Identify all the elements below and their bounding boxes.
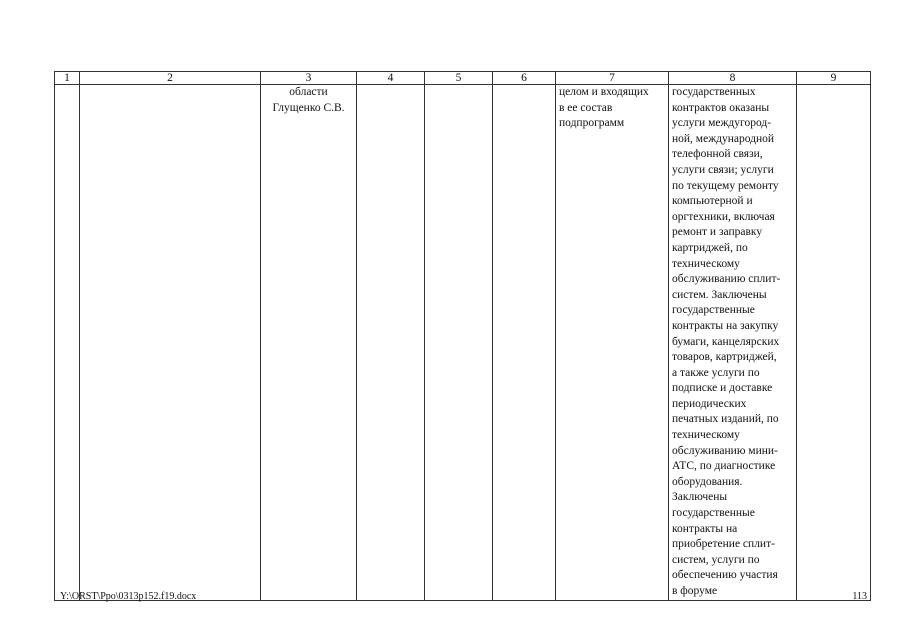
- table-cell-5: [425, 85, 493, 601]
- column-header: 1: [55, 72, 80, 85]
- cell-line: оборудования.: [672, 475, 743, 488]
- column-header: 3: [261, 72, 357, 85]
- cell-line: оргтехники, включая: [672, 210, 775, 223]
- cell-line: подписке и доставке: [672, 382, 773, 395]
- cell-line: приобретение сплит-: [672, 538, 775, 551]
- cell-line: систем. Заключены: [672, 288, 767, 301]
- table-cell-4: [357, 85, 425, 601]
- column-header: 2: [80, 72, 261, 85]
- cell-line: по текущему ремонту: [672, 179, 779, 192]
- table-cell-6: [493, 85, 556, 601]
- table-cell-8: [669, 85, 797, 601]
- footer-page-number: 113: [852, 591, 867, 602]
- column-header: 6: [493, 72, 556, 85]
- cell-line: контракты на закупку: [672, 319, 779, 332]
- cell-line: ремонт и заправку: [672, 226, 763, 239]
- table-cell-3: [261, 85, 357, 601]
- cell-line: ной, международной: [672, 132, 775, 145]
- cell-line: контракты на: [672, 522, 738, 535]
- column-header: 4: [357, 72, 425, 85]
- table-cell-7: [556, 85, 669, 601]
- cell-line: услуги связи; услуги: [672, 163, 774, 176]
- column-header: 5: [425, 72, 493, 85]
- cell-line: в форуме: [672, 585, 718, 597]
- cell-line: периодических: [672, 397, 747, 410]
- cell-line: телефонной связи,: [672, 148, 763, 161]
- cell-line: техническому: [672, 429, 740, 442]
- cell-line: государственных: [672, 86, 756, 98]
- cell-line: Глущенко С.В.: [272, 101, 345, 114]
- cell-line: услуги междугород-: [672, 117, 772, 130]
- cell-line: государственные: [672, 304, 755, 317]
- cell-line: контрактов оказаны: [672, 101, 770, 114]
- table-cell-2: [80, 85, 261, 601]
- table-cell-9: [797, 85, 871, 601]
- column-header: 9: [797, 72, 871, 85]
- cell-line: целом и входящих: [559, 86, 649, 98]
- cell-line: государственные: [672, 507, 755, 520]
- cell-line: области: [289, 86, 328, 98]
- cell-line: в ее состав: [559, 101, 613, 114]
- cell-line: АТС, по диагностике: [672, 460, 776, 473]
- cell-line: бумаги, канцелярских: [672, 335, 780, 348]
- cell-line: обеспечению участия: [672, 569, 778, 582]
- cell-line: техническому: [672, 257, 740, 270]
- column-header: 7: [556, 72, 669, 85]
- cell-line: обслуживанию мини-: [672, 444, 778, 457]
- cell-line: подпрограмм: [559, 117, 625, 130]
- cell-line: печатных изданий, по: [672, 413, 779, 426]
- column-header: 8: [669, 72, 797, 85]
- document-table: [54, 71, 871, 601]
- cell-line: систем, услуги по: [672, 553, 760, 566]
- cell-line: компьютерной и: [672, 195, 753, 208]
- cell-line: картриджей, по: [672, 241, 748, 254]
- cell-line: обслуживанию сплит-: [672, 273, 781, 286]
- footer-file-path: Y:\ORST\Ppo\0313p152.f19.docx: [60, 591, 197, 602]
- cell-line: Заключены: [672, 491, 728, 504]
- table-header-row: [55, 72, 871, 85]
- table-row: [55, 85, 871, 601]
- cell-line: а также услуги по: [672, 366, 760, 379]
- table-cell-1: [55, 85, 80, 601]
- cell-line: товаров, картриджей,: [672, 351, 777, 364]
